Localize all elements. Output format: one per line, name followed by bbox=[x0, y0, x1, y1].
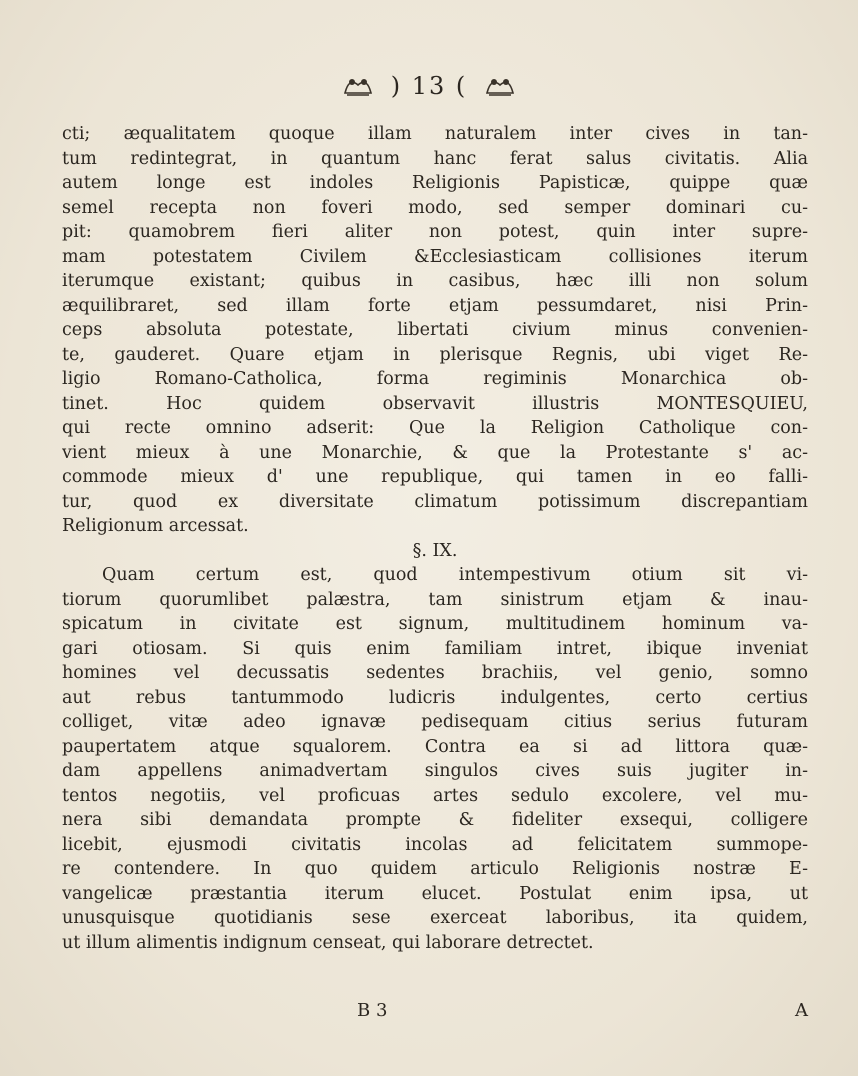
text-line: tur, quod ex diversitate climatum potissimum discrepantiam bbox=[62, 491, 808, 512]
text-line: Quam certum est, quod intempestivum otium sit vi- bbox=[102, 565, 808, 585]
text-line: tentos negotiis, vel proficuas artes sedulo excolere, vel mu- bbox=[62, 785, 808, 806]
page-footer bbox=[62, 1000, 808, 1024]
ornament-icon bbox=[343, 73, 373, 99]
text-line: tinet. Hoc quidem observavit illustris MONTESQUIEU, bbox=[62, 393, 808, 414]
text-line: commode mieux d' une republique, qui tamen in eo falli- bbox=[62, 467, 808, 487]
text-line: aut rebus tantummodo ludicris indulgentes, certo certius bbox=[62, 687, 808, 708]
text-line: æquilibraret, sed illam forte etjam pessumdaret, nisi Prin- bbox=[62, 295, 808, 316]
text-line: unusquisque quotidianis sese exerceat laboribus, ita quidem, bbox=[62, 908, 808, 928]
ornament-icon bbox=[485, 73, 515, 99]
text-line: qui recte omnino adserit: Que la Religion Catholique con- bbox=[62, 418, 808, 438]
text-line: gari otiosam. Si quis enim familiam intret, ibique inveniat bbox=[62, 638, 808, 659]
text-line: vangelicæ præstantia iterum elucet. Postulat enim ipsa, ut bbox=[62, 883, 808, 904]
text-line: vient mieux à une Monarchie, & que la Protestante s' ac- bbox=[62, 442, 808, 463]
body-text bbox=[62, 122, 808, 955]
catchword: A bbox=[795, 1000, 808, 1021]
text-line: nera sibi demandata prompte & fideliter exsequi, colligere bbox=[62, 810, 808, 830]
text-line: mam potestatem Civilem &Ecclesiasticam collisiones iterum bbox=[62, 246, 808, 267]
text-line: cti; æqualitatem quoque illam naturalem inter cives in tan- bbox=[62, 124, 808, 144]
text-line: tiorum quorumlibet palæstra, tam sinistrum etjam & inau- bbox=[62, 589, 808, 610]
text-line: ut illum alimentis indignum censeat, qui laborare detrectet. bbox=[62, 932, 594, 953]
text-line: licebit, ejusmodi civitatis incolas ad felicitatem summope- bbox=[62, 834, 808, 855]
running-header bbox=[0, 72, 858, 100]
text-line: Religionum arcessat. bbox=[62, 516, 249, 536]
text-line: paupertatem atque squalorem. Contra ea si ad littora quæ- bbox=[62, 736, 808, 757]
text-line: colliget, vitæ adeo ignavæ pedisequam citius serius futuram bbox=[62, 712, 808, 732]
text-line: te, gauderet. Quare etjam in plerisque Regnis, ubi viget Re- bbox=[62, 344, 808, 365]
text-line: iterumque existant; quibus in casibus, hæc illi non solum bbox=[62, 271, 808, 291]
text-line: semel recepta non foveri modo, sed semper dominari cu- bbox=[62, 197, 808, 218]
signature-mark: B 3 bbox=[357, 1000, 388, 1021]
text-line: autem longe est indoles Religionis Papisticæ, quippe quæ bbox=[62, 173, 808, 193]
text-line: ligio Romano-Catholica, forma regiminis Monarchica ob- bbox=[62, 369, 808, 389]
page-number: ) 13 ( bbox=[390, 72, 468, 100]
text-line: tum redintegrat, in quantum hanc ferat salus civitatis. Alia bbox=[62, 148, 808, 169]
text-line: re contendere. In quo quidem articulo Religionis nostræ E- bbox=[62, 859, 808, 879]
text-line: spicatum in civitate est signum, multitudinem hominum va- bbox=[62, 614, 808, 634]
text-line: pit: quamobrem fieri aliter non potest, quin inter supre- bbox=[62, 222, 808, 242]
text-line: ceps absoluta potestate, libertati civium minus convenien- bbox=[62, 320, 808, 340]
text-line: dam appellens animadvertam singulos cives suis jugiter in- bbox=[62, 761, 808, 781]
text-line: homines vel decussatis sedentes brachiis, vel genio, somno bbox=[62, 663, 808, 683]
section-heading: §. IX. bbox=[412, 540, 458, 561]
